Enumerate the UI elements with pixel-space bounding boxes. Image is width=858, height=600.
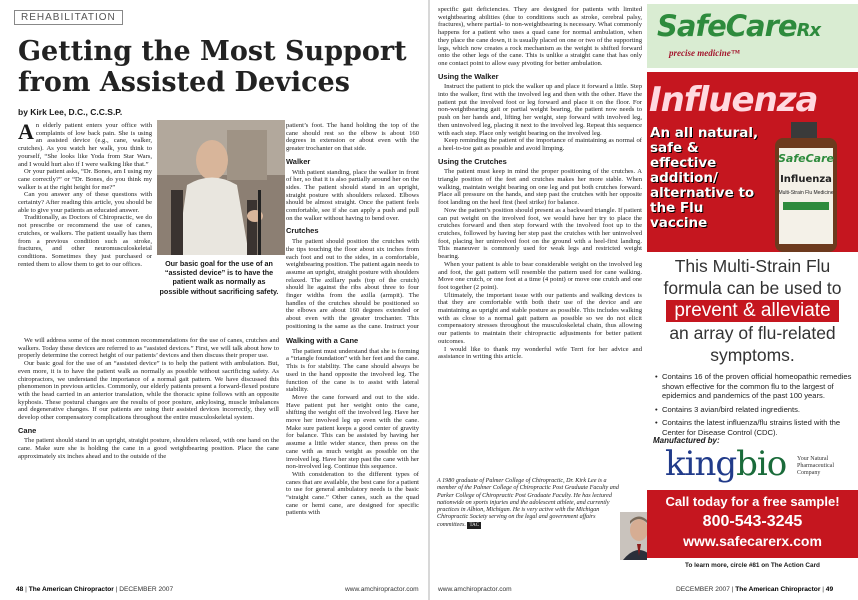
paragraph: When your patient is able to bear considerable weight on the involved leg and foot, the gait pattern will resemble the pattern used for cane walking. Move one crutch, or one foot at a time (4 point) or move one crutch and one foot together (2 point). xyxy=(438,260,642,291)
paragraph: Instruct the patient to pick the walker up and place it forward a little. Step into the walker, first with the involved leg and then with the other. Have the patient put the involved foot or leg forward and place it on the floor. For non-weightbearing gait or partial weight bearing, the patient now needs to push on her hands and, lifting her weight, step forward with involved leg, then uninvolved leg, placing it next to the involved leg. Repeat this sequence with each step. Place only weight bearing on the involved leg. xyxy=(438,83,642,137)
paragraph: The patient should position the crutches with the tips touching the floor about six inches from each foot and out to the sides, in a comfortable, weightbearing position. The patient again needs to assume an upright, straight posture with shoulders relaxed. The axillary pads (top of the crutch) should lie against the ribs about three to four finger widths from the axilla (armpit). The handles of the crutches should be positioned so the elbows are about 160 degrees extended or about even with the greater trochanter. This positioning is the same as the cane. Instruct your xyxy=(286,238,419,330)
maker-tagline: Your Natural Pharmaceutical Company xyxy=(797,456,834,476)
paragraph: Traditionally, as Doctors of Chiropractic, we do not prescribe or recommend the use of canes, crutches, or walkers. The patient usually has them from a previous condition such as stroke, fractures, and other neuromusculoskeletal conditions. Sometimes they just purchased or rented them to allow them to get to our offices. xyxy=(18,214,152,268)
paragraph: The patient must keep in mind the proper positioning of the crutches. A triangle position of the feet and crutches makes her more stable. When walking, maintain weight bearing on one leg and put both crutches forward. Place all pressure on the hands, and step past the crutches with her opposite foot landing on the heel first (heel strike) for balance. xyxy=(438,168,642,207)
paragraph: specific gait deficiencies. They are designed for patients with limited weightbearing abilities (due to conditions such as stroke, cerebral palsy, fractures), where partial- to non-weightbearing is necessary. What commonly happens for a patient who uses a quad cane for normal ambulation, when they place the cane down, it is usually placed on one or two of the supporting legs, which now creates a rock mechanism as the weight is shifted forward onto the other legs of the cane. This is unlike a straight cane that has only one contact point to allow easy pivoting for better ambulation. xyxy=(438,6,642,67)
safecare-ad xyxy=(647,4,858,576)
elderly-patient-photo xyxy=(157,120,285,255)
right-footer-url[interactable]: www.amchiropractor.com xyxy=(438,586,512,593)
bottle-sub: Multi-Strain Flu Medicine xyxy=(778,190,834,196)
tac-logo: TAC xyxy=(469,522,480,528)
issue-date: DECEMBER 2007 xyxy=(676,586,730,593)
paragraph: Our basic goal for the use of an “assisted device” is to help the patient with ambulation. But, even more, it is to have the patient walk as normally as possible without sacrificing safety. As chiropractors, we understand the importance of a normal gait pattern. We have discussed this phenomenon in previous articles. Commonly, our elderly patients present a forward-flexed posture with the head carried in an anterior translation, while the thoracic spine follows with an opposite kyphosis. These postural changes are the results of poor posture, ankylosing, muscle imbalances and degenerative changes. If our patients are using their assisted devices incorrectly, they will develop other compensatory complications throughout the entire musculoskeletal system. xyxy=(18,360,279,422)
kingbio-logo: kingbio xyxy=(665,444,787,484)
left-footer: 48 | The American Chiropractor | DECEMBER 2007 xyxy=(16,586,174,593)
bottle-brand: SafeCare xyxy=(778,152,834,165)
paragraph: Keep reminding the patient of the importance of maintaining as normal of a heel-to-toe gait as possible and avoid limping. xyxy=(438,137,642,152)
brand-tagline: precise medicine™ xyxy=(669,48,740,58)
ad-tagline: This Multi-Strain Flu formula can be used to prevent & alleviate an array of flu-related symptoms. xyxy=(663,256,842,365)
paragraph: With consideration to the different types of canes that are available, the best cane for a patient to use for general ambulatory needs is the basic “straight cane.” Other canes, such as the quad cane or hemi cane, are designed for specific patients with xyxy=(286,470,419,517)
paragraph: We will address some of the most common recommendations for the use of canes, crutches and walkers. Today these devices are referred to as “assisted devices.” First, we will talk about how to properly determine the correct height of our patients’ devices and then discuss their proper use. xyxy=(18,337,279,360)
using-crutches-heading: Using the Crutches xyxy=(438,156,507,166)
call-to-action[interactable] xyxy=(647,490,858,558)
right-column xyxy=(438,6,642,476)
magazine-name: The American Chiropractor xyxy=(735,586,821,593)
paragraph: Move the cane forward and out to the side. Have patient put her weight onto the cane, shifting the weight off the involved leg. Have her move her involved leg up even with the cane. Make sure patient keeps a good center of gravity for balance. This can be assisted by having her assume a little wider stance, then press on the cane with as much weight as possible on the involved leg. Have her step past the cane with her non-involved leg. Continue this sequence. xyxy=(286,393,419,471)
column-1 xyxy=(18,122,152,335)
call-text: Call today for a free sample! xyxy=(665,494,840,509)
paragraph: n elderly patient enters your office with complaints of low back pain. She is using an assisted device (e.g., cane, walker, crutches). As you watch her walk, you think to yourself, “She looks like Yoda from Star Wars, and I would hurt also if I were walking like that.” xyxy=(18,122,152,168)
action-card-note: To learn more, circle #81 on The Action Card xyxy=(685,562,820,569)
bottle-title: Influenza xyxy=(780,174,832,185)
author-bio: A 1980 graduate of Palmer College of Chiropractic, Dr. Kirk Lee is a member of the Palmer College of Chiropractic Post Graduate Faculty and Parker College of Chiropractic Post Graduate Faculty. He has lectured nationwide on sports injuries and the adolescent athlete, and currently practices in Albion, Michigan. He is very active with the Michigan Chiropractic Society serving on the legal and government affairs committees. TAC xyxy=(437,478,619,528)
list-item: • Contains 16 of the proven official homeopathic remedies shown effective for the common flu to the largest of epidemics and pandemics of the past 100 years. xyxy=(655,372,855,401)
photo-caption: Our basic goal for the use of an “assisted device” is to have the patient walk as normally as possible without sacrificing safety. xyxy=(159,259,279,296)
column-3-lower xyxy=(286,332,419,583)
brand-logo: SafeCareRx xyxy=(657,9,821,43)
column-1-lower xyxy=(18,337,279,583)
dropcap: A xyxy=(18,122,34,144)
magazine-name: The American Chiropractor xyxy=(28,586,114,593)
ad-bullets xyxy=(655,372,855,441)
ad-url[interactable]: www.safecarerx.com xyxy=(683,533,822,549)
paragraph: Or your patient asks, “Dr. Bones, am I using my cane correctly?” or “Dr. Bones, do you think my walker is at the right height for me?” xyxy=(18,168,152,191)
right-page xyxy=(430,0,858,600)
paragraph: patient’s foot. The hand holding the top of the cane should rest so the elbow is about 160 degrees in extension or about even with the greater trochanter on that side. xyxy=(286,122,419,153)
phone-number[interactable]: 800-543-3245 xyxy=(702,513,803,530)
page-number: 48 xyxy=(16,586,24,593)
paragraph: Can you answer any of these questions with certainty? After reading this article, you should be able to give your patients an educated answer. xyxy=(18,191,152,214)
list-item: • Contains the latest influenza/flu strains listed with the Center for Disease Control (CDC). xyxy=(655,418,855,437)
list-item: • Contains 3 avian/bird related ingredients. xyxy=(655,405,855,415)
section-tag: REHABILITATION xyxy=(14,10,123,25)
walking-cane-heading: Walking with a Cane xyxy=(286,336,359,345)
paragraph: Now the patient’s position should present as a backward triangle. If patient can put weight on the involved foot, we would have her try to place the crutches forward and then step forward with the involved foot up to the crutches, followed by having her step past the crutches with her uninvolved foot, placing her uninvolved foot on the ground with a heel-first landing. This maneuver is commonly used for weak legs and restricted weight bearing. xyxy=(438,206,642,261)
page-number: 49 xyxy=(825,586,834,593)
crutches-heading: Crutches xyxy=(286,226,319,236)
article-title: Getting the Most Support from Assisted Devices xyxy=(18,36,407,98)
product-bottle-image xyxy=(757,122,853,252)
cane-heading: Cane xyxy=(18,425,37,435)
manufactured-by: Manufactured by: xyxy=(653,436,720,445)
column-3 xyxy=(286,122,419,330)
paragraph: The patient should stand in an upright, straight posture, shoulders relaxed, with one hand on the cane. Make sure she is holding the cane in a good weightbearing position. Place the cane approximately six inches ahead and to the outside of the xyxy=(18,437,279,460)
byline: by Kirk Lee, D.C., C.C.S.P. xyxy=(18,107,123,117)
issue-date: DECEMBER 2007 xyxy=(119,586,174,593)
using-walker-heading: Using the Walker xyxy=(438,71,499,81)
walker-heading: Walker xyxy=(286,156,311,166)
paragraph: I would like to thank my wonderful wife Terri for her advice and assistance in writing this article. xyxy=(438,345,642,361)
ad-natural-claim: An all natural, safe & effective addition/ alternative to the Flu vaccine xyxy=(650,125,759,231)
right-footer: DECEMBER 2007 | The American Chiropractor | 49 xyxy=(676,586,834,593)
paragraph: Ultimately, the important issue with our patients and walking devices is that they are comfortable with both their use of the device and are maintaining as upright and stable posture as possible. This includes walking with as close to a normal gait pattern as possible so we do not elicit compensatory stresses throughout the musculoskeletal chain, thus allowing our patients to maintain their chiropractic adjustments for better patient outcomes. xyxy=(438,291,642,345)
ad-headline: Influenza xyxy=(649,80,818,120)
paragraph: With patient standing, place the walker in front of her, so that it is also partially around her on the sides. The patient should stand in an upright, straight posture with shoulders relaxed. Elbows should be almost straight. Once the patient feels comfortable, see if she can apply a push and pull on the walker without having to bend over. xyxy=(286,168,419,222)
ad-highlight: prevent & alleviate xyxy=(666,300,838,322)
left-footer-url[interactable]: www.amchiropractor.com xyxy=(345,586,419,593)
left-page xyxy=(0,0,428,600)
paragraph: The patient must understand that she is forming a “triangle foundation” with her feet and the cane. This is for stability. The cane should always be used in the hand opposite the involved leg. The function of the cane is to assist with lateral stability. xyxy=(286,347,419,394)
